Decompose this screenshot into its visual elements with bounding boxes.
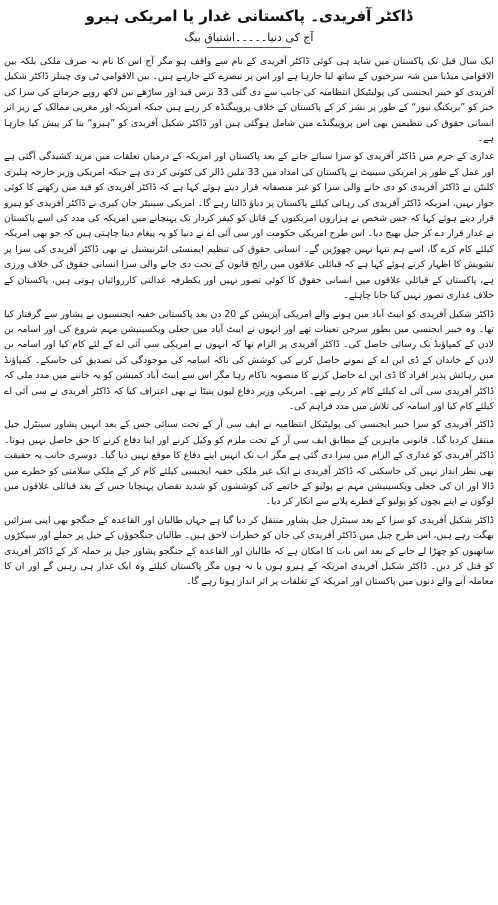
column-byline	[4, 30, 494, 48]
article-paragraph: ایک سال قبل تک پاکستان میں شاید ہی کوئی ڈاکٹر آفریدی کے نام سے واقف ہو مگر آج اس کا نام نہ صرف ملکی بلکہ بین الاقوامی میڈیا میں شہ سرخیوں کے ساتھ لیا جارہا ہے اور اس پر تبصرے کئے جارہے ہیں۔ بین الاقوامی ٹی وی چینلز ڈاکٹر شکیل آفریدی کو خیبر ایجنسی کی پولیٹیکل انتظامیہ کی جانب سے دی گئی 33 برس قید اور ساڑھے تین لاکھ روپے جرمانے کی سزا کی خبر کو ”بریکنگ نیوز“ کے طور پر نشر کر کے پاکستان کے خلاف پروپیگنڈہ کر رہے ہیں جبکہ امریکہ اور مغربی ممالک کے زیر اثر انسانی حقوق کی تنظیمیں بھی اس پروپیگنڈے میں شامل ہوگئی ہیں اور ڈاکٹر شکیل آفریدی کو ”ہیرو“ بنا کر پیش کیا جارہا ہے۔	[4, 56, 495, 145]
article-paragraph: ڈاکٹر آفریدی کو سزا خیبر ایجنسی کی پولیٹیکل انتظامیہ نے ایف سی آر کے تحت سنائی جس کے بعد انہیں پشاور سینٹرل جیل منتقل کردیا گیا۔ قانونی ماہرین کے مطابق ایف سی آر کے تحت ملزم کو وکیل کرنے اور اپنا دفاع کرنے کا حق حاصل نہیں ہوتا۔ ڈاکٹر آفریدی کو غداری کے الزام میں سزا دی گئی ہے مگر اب تک انہیں اپنے دفاع کا موقع نہیں دیا گیا۔ دوسری جانب یہ حقیقت بھی نظر انداز نہیں کی جاسکتی کہ ڈاکٹر آفریدی نے ایک غیر ملکی خفیہ ایجنسی کیلئے کام کر کے ملکی سلامتی کو خطرے میں ڈالا اور ان کی جعلی ویکسینیشن مہم نے پولیو کے خاتمے کی کوششوں کو شدید نقصان پہنچایا جس کے بعد قبائلی علاقوں میں لوگوں نے اپنے بچوں کو پولیو کے قطرے پلانے سے انکار کر دیا۔	[4, 419, 494, 508]
article-paragraph: ڈاکٹر شکیل آفریدی کو سزا کے بعد سینٹرل جیل پشاور منتقل کر دیا گیا ہے جہاں طالبان اور القاعدہ کے جنگجو بھی اپنی سزائیں بھگت رہے ہیں، اس طرح جیل میں ڈاکٹر آفریدی کی جان کو خطرات لاحق ہیں۔ طالبان جنگجوؤں کے جیل پر حملے اور سیکڑوں ساتھیوں کو چھڑا لے جانے کے بعد اس بات کا امکان ہے کہ طالبان اور القاعدہ کے جنگجو پشاور جیل پر حملہ کر کے ڈاکٹر آفریدی کو قتل کر دیں۔ ڈاکٹر شکیل آفریدی امریکہ کے ہیرو ہوں یا نہ ہوں مگر پاکستان کیلئے وہ ایک غدار ہی رہیں گے اور ان کا معاملہ آنے والے دنوں میں پاکستان اور امریکہ کے تعلقات پر اثر انداز ہوتا رہے گا۔	[4, 514, 494, 588]
article-paragraph: ڈاکٹر شکیل آفریدی کو ایبٹ آباد میں ہونے والے امریکی آپریشن کے 20 دن بعد پاکستانی خفیہ ایجنسیوں نے پشاور سے گرفتار کیا تھا۔ وہ خیبر ایجنسی میں بطور سرجن تعینات تھے اور انہوں نے ایبٹ آباد میں جعلی ویکسینیشن مہم شروع کی اور اسامہ بن لادن کے کمپاؤنڈ تک رسائی حاصل کی۔ ڈاکٹر آفریدی پر الزام تھا کہ انہوں نے امریکی سی آئی اے کے لئے کام کیا اور اسامہ بن لادن کے خاندان کے ڈی این اے کے نمونے حاصل کرنے کی کوشش کی تاکہ اسامہ کی موجودگی کی تصدیق کی جاسکے۔ کمپاؤنڈ میں رہائش پذیر افراد کا ڈی این اے حاصل کرنے کا منصوبہ ناکام رہا مگر اس سے ایبٹ آباد کمیشن کو یہ جاننے میں مدد ملی کہ ڈاکٹر آفریدی سی آئی اے کیلئے کام کر رہے تھے۔ امریکی وزیر دفاع لیون پنیٹا نے بھی اعتراف کیا کہ ڈاکٹر آفریدی نے سی آئی اے کیلئے کام کیا اور اسامہ کی تلاش میں مدد فراہم کی۔	[4, 308, 495, 412]
article-headline: ڈاکٹر آفریدی۔ پاکستانی غدار یا امریکی ہیرو	[85, 7, 413, 25]
byline-divider	[207, 47, 291, 48]
byline-text: آج کی دنیا۔۔۔۔۔اشتیاق بیگ	[184, 31, 314, 44]
article-paragraph: غداری کے جرم میں ڈاکٹر آفریدی کو سزا سنائے جانے کے بعد پاکستان اور امریکہ کے درمیان تعلقات میں مزید کشیدگی آگئی ہے اور عمل کے طور پر امریکی سینیٹ نے پاکستان کی امداد میں 33 ملین ڈالر کی کٹوتی کر دی ہے جبکہ امریکی وزیر خارجہ ہلیری کلنٹن نے ڈاکٹر آفریدی کو دی جانے والی سزا کو غیر منصفانہ قرار دیتے ہوئے کہا ہے کہ ڈاکٹر آفریدی کو قید میں رکھنے کا کوئی جواز نہیں، امریکہ ڈاکٹر آفریدی کی رہائی کیلئے پاکستان پر دباؤ ڈالتا رہے گا۔ امریکی سینیٹر جان کیری نے ڈاکٹر آفریدی کو ہیرو قرار دیتے ہوئے کہا کہ جس شخص نے ہزاروں امریکیوں کے قاتل کو کیفر کردار تک پہنچانے میں امریکہ کی مدد کی اسے پاکستان نے غدار قرار دے کر جیل بھیج دیا۔ اس طرح امریکی حکومت اور سی آئی اے نے دنیا کو یہ پیغام دینا چاہتی ہیں کہ جو بھی امریکہ کیلئے کام کرے گا، اسے ہم تنہا نہیں چھوڑیں گے۔ انسانی حقوق کی تنظیم ایمنسٹی انٹرنیشنل نے بھی ڈاکٹر آفریدی کی سزا پر تشویش کا اظہار کرتے ہوئے کہا ہے کہ قبائلی علاقوں میں رائج قانون کے تحت دی جانے والی سزا انسانی حقوق کی خلاف ورزی ہے، پاکستان کے قبائلی علاقوں میں انسانی حقوق کا کوئی تصور نہیں اور یکطرفہ عدالتی کارروائیاں ہوتی ہیں، پاکستان کے خلاف غداری تصور نہیں کیا جانا چاہئے۔	[4, 151, 494, 302]
